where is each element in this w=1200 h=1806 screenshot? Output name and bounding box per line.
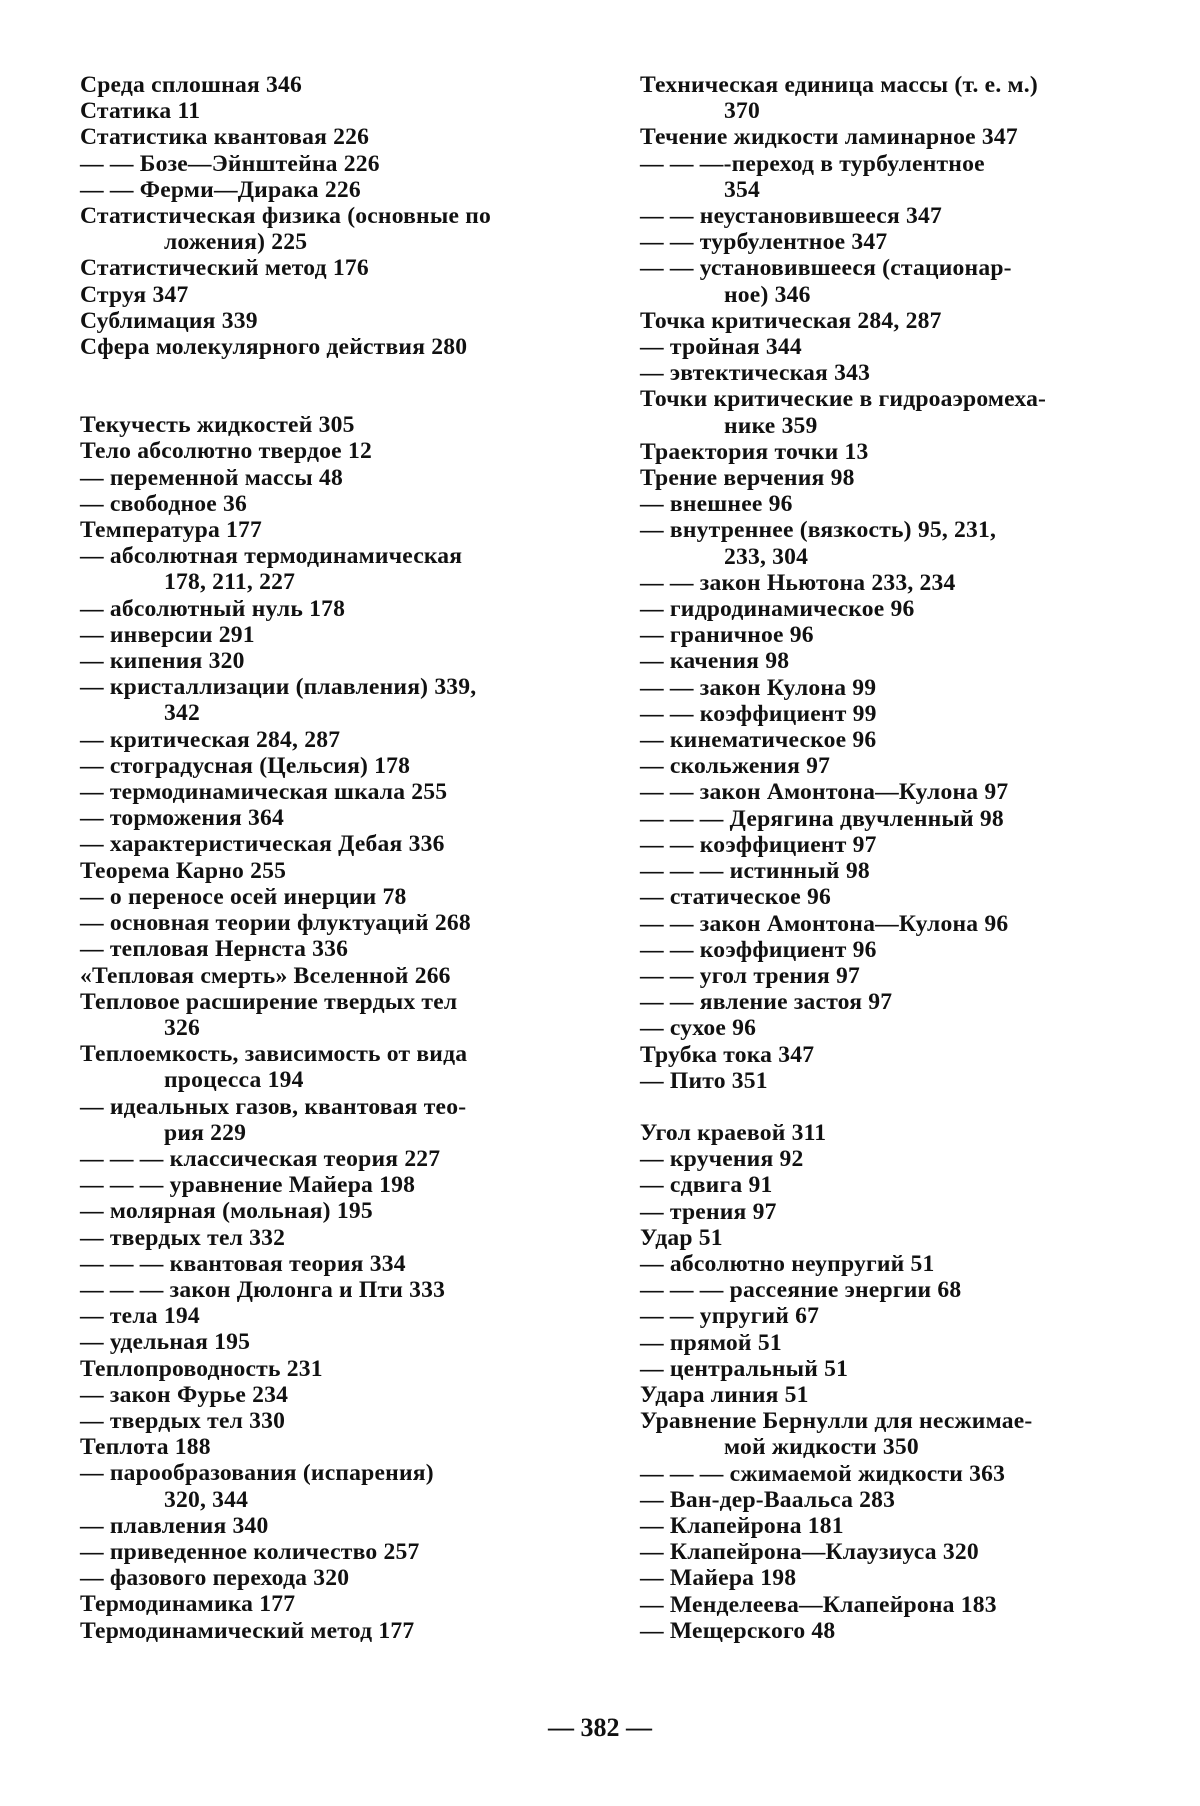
index-entry-text: — — — Дерягина двучленный 98: [640, 805, 1004, 832]
index-entry-text: — приведенное количество 257: [80, 1538, 420, 1565]
index-entry-text: Термодинамический метод 177: [80, 1617, 415, 1644]
index-entry-text: — — закон Ньютона 233, 234: [640, 569, 956, 596]
index-entry: [640, 884, 1118, 910]
index-entry-continuation: ное) 346: [724, 281, 811, 308]
index-entry: [640, 1382, 1118, 1408]
index-entry-text: — Мещерского 48: [640, 1617, 836, 1644]
index-entry-continuation: 320, 344: [164, 1486, 249, 1513]
index-entry: [80, 831, 580, 857]
index-entry: [80, 858, 580, 884]
index-entry: [80, 412, 580, 438]
index-entry: [640, 1277, 1118, 1303]
index-entry-text: — плавления 340: [80, 1512, 269, 1539]
index-entry-text: — твердых тел 330: [80, 1407, 286, 1434]
index-entry-text: — граничное 96: [640, 622, 814, 649]
index-entry: [640, 491, 1118, 517]
index-entry-continuation: мой жидкости 350: [724, 1434, 919, 1461]
index-entry-continuation: нике 359: [724, 412, 818, 439]
index-entry: [80, 1382, 580, 1408]
index-entry-text: — сдвига 91: [640, 1172, 773, 1199]
index-entry-text: — кручения 92: [640, 1146, 804, 1173]
index-entry-text: — термодинамическая шкала 255: [80, 779, 448, 806]
index-entry: [640, 229, 1118, 255]
index-entry: [640, 151, 1118, 203]
index-entry: [80, 491, 580, 517]
index-entry: [80, 1618, 580, 1644]
index-entry-text: — — — истинный 98: [640, 858, 870, 885]
index-entry-text: Точка критическая 284, 287: [640, 307, 942, 334]
index-entry-text: — — Бозе—Эйнштейна 226: [80, 150, 380, 177]
index-entry: [80, 1303, 580, 1329]
index-entry: [640, 1330, 1118, 1356]
index-entry: [640, 911, 1118, 937]
index-entry-text: — тепловая Нернста 336: [80, 936, 349, 963]
index-entry: [640, 255, 1118, 307]
index-entry-text: — абсолютная термодинамическая: [80, 543, 463, 570]
index-entry-text: — кристаллизации (плавления) 339,: [80, 674, 477, 701]
index-entry: [640, 1539, 1118, 1565]
index-entry-text: Статистика квантовая 226: [80, 124, 370, 151]
index-entry-text: — идеальных газов, квантовая тео-: [80, 1093, 467, 1120]
index-entry-text: — основная теории флуктуаций 268: [80, 910, 471, 937]
index-entry-text: Текучесть жидкостей 305: [80, 412, 355, 439]
index-entry-text: — тела 194: [80, 1303, 200, 1330]
index-entry: [80, 648, 580, 674]
index-entry: [80, 1329, 580, 1355]
index-entry-text: Удара линия 51: [640, 1381, 809, 1408]
index-entry: [80, 1408, 580, 1434]
index-entry-text: Уравнение Бернулли для несжимае-: [640, 1408, 1033, 1435]
index-entry-text: — — — классическая теория 227: [80, 1145, 441, 1172]
index-entry-continuation: 370: [724, 98, 760, 125]
index-entry: [640, 937, 1118, 963]
index-entry-text: — статическое 96: [640, 884, 831, 911]
index-entry: [640, 963, 1118, 989]
index-entry-continuation: 178, 211, 227: [164, 569, 296, 596]
index-entry: [80, 1251, 580, 1277]
index-entry: [80, 989, 580, 1041]
index-entry: [80, 1146, 580, 1172]
index-entry: [640, 1251, 1118, 1277]
index-entry: [640, 1303, 1118, 1329]
index-entry: [80, 1277, 580, 1303]
index-entry: [640, 701, 1118, 727]
index-entry: [80, 1225, 580, 1251]
index-entry: [640, 72, 1118, 124]
index-entry-text: — торможения 364: [80, 805, 285, 832]
index-entry: [640, 1042, 1118, 1068]
index-entry: [640, 203, 1118, 229]
index-entry: [80, 884, 580, 910]
index-entry: [640, 386, 1118, 438]
index-entry-text: Теплопроводность 231: [80, 1355, 323, 1382]
right-column: [640, 72, 1118, 1644]
index-entry-text: — прямой 51: [640, 1329, 782, 1356]
index-entry: [640, 989, 1118, 1015]
index-entry: [80, 779, 580, 805]
index-entry-text: Струя 347: [80, 281, 189, 308]
index-entry: [640, 622, 1118, 648]
index-entry-text: — внутреннее (вязкость) 95, 231,: [640, 517, 997, 544]
index-entry: [640, 1015, 1118, 1041]
index-entry-text: — о переносе осей инерции 78: [80, 883, 407, 910]
index-entry-text: — — —-переход в турбулентное: [640, 150, 985, 177]
index-entry: [80, 282, 580, 308]
index-entry-text: Теорема Карно 255: [80, 857, 287, 884]
index-entry: [640, 1172, 1118, 1198]
index-entry: [640, 1146, 1118, 1172]
index-entry-text: — кинематическое 96: [640, 727, 877, 754]
index-entry-text: — критическая 284, 287: [80, 726, 341, 753]
index-entry-continuation: процесса 194: [164, 1067, 304, 1094]
index-entry-text: — — закон Амонтона—Кулона 97: [640, 779, 1009, 806]
index-entry: [640, 675, 1118, 701]
index-entry-text: — — упругий 67: [640, 1303, 820, 1330]
index-entry-text: — — коэффициент 97: [640, 831, 877, 858]
index-entry-text: — абсолютно неупругий 51: [640, 1250, 935, 1277]
index-entry-text: — твердых тел 332: [80, 1224, 286, 1251]
index-entry-text: — тройная 344: [640, 334, 802, 361]
index-entry-text: «Тепловая смерть» Вселенной 266: [80, 962, 451, 989]
index-entry: [640, 1618, 1118, 1644]
index-entry: [80, 308, 580, 334]
index-entry-text: — — коэффициент 99: [640, 700, 877, 727]
index-entry-text: — — угол трения 97: [640, 962, 861, 989]
index-entry-text: Течение жидкости ламинарное 347: [640, 124, 1018, 151]
index-entry-text: — — — рассеяние энергии 68: [640, 1277, 962, 1304]
index-entry: [80, 1198, 580, 1224]
section-gap: [80, 360, 580, 412]
index-entry-text: — гидродинамическое 96: [640, 596, 915, 623]
index-entry-text: — скольжения 97: [640, 753, 831, 780]
index-entry: [80, 177, 580, 203]
index-entry-text: — — Ферми—Дирака 226: [80, 176, 361, 203]
index-entry: [640, 570, 1118, 596]
index-entry-text: — центральный 51: [640, 1355, 849, 1382]
index-entry-continuation: 354: [724, 176, 760, 203]
index-entry: [80, 1460, 580, 1512]
index-entry-text: Статистический метод 176: [80, 255, 369, 282]
page-number: — 382 —: [548, 1713, 652, 1742]
index-entry-text: — — — уравнение Майера 198: [80, 1172, 416, 1199]
index-entry: [640, 1356, 1118, 1382]
index-entry: [640, 1487, 1118, 1513]
index-entry-continuation: 342: [164, 700, 200, 727]
index-entry-text: Сублимация 339: [80, 307, 258, 334]
index-entry: [640, 1068, 1118, 1094]
index-entry-continuation: 326: [164, 1014, 200, 1041]
index-entry: [80, 1172, 580, 1198]
index-entry: [640, 465, 1118, 491]
index-entry-text: — — закон Кулона 99: [640, 674, 877, 701]
index-entry-text: — абсолютный нуль 178: [80, 595, 346, 622]
index-entry-text: Статика 11: [80, 98, 201, 125]
index-entry: [80, 98, 580, 124]
index-entry: [640, 334, 1118, 360]
index-entry: [640, 360, 1118, 386]
index-section-u: [640, 1120, 1118, 1644]
index-entry-text: Теплоемкость, зависимость от вида: [80, 1041, 468, 1068]
index-entry-text: — — коэффициент 96: [640, 936, 877, 963]
index-entry: [80, 438, 580, 464]
index-entry-text: Тело абсолютно твердое 12: [80, 438, 372, 465]
index-entry: [640, 858, 1118, 884]
index-entry: [640, 124, 1118, 150]
index-entry: [640, 648, 1118, 674]
index-entry: [80, 1094, 580, 1146]
index-section-s: [80, 72, 580, 360]
index-entry-text: — переменной массы 48: [80, 464, 343, 491]
index-entry-text: Трубка тока 347: [640, 1041, 815, 1068]
index-entry-text: — молярная (мольная) 195: [80, 1198, 373, 1225]
index-entry: [80, 124, 580, 150]
index-entry-text: Удар 51: [640, 1224, 723, 1251]
index-entry: [80, 727, 580, 753]
index-entry-text: — стоградусная (Цельсия) 178: [80, 752, 411, 779]
index-entry: [80, 1539, 580, 1565]
index-section-t-continued: [640, 72, 1118, 1094]
index-entry: [640, 439, 1118, 465]
index-entry-text: Температура 177: [80, 517, 263, 544]
index-entry: [80, 465, 580, 491]
index-entry: [80, 910, 580, 936]
section-gap: [640, 1094, 1118, 1120]
index-entry-text: — Клапейрона—Клаузиуса 320: [640, 1539, 979, 1566]
index-entry: [640, 1513, 1118, 1539]
index-entry: [80, 622, 580, 648]
index-entry-text: — — — сжимаемой жидкости 363: [640, 1460, 1006, 1487]
index-entry: [640, 1199, 1118, 1225]
index-entry-text: Среда сплошная 346: [80, 72, 303, 98]
index-entry-text: — трения 97: [640, 1198, 777, 1225]
index-entry-text: — — установившееся (стационар-: [640, 255, 1012, 282]
index-entry-text: — сухое 96: [640, 1015, 757, 1042]
index-entry-text: — фазового перехода 320: [80, 1565, 350, 1592]
index-entry: [80, 1591, 580, 1617]
index-entry-text: Сфера молекулярного действия 280: [80, 334, 468, 361]
index-entry-text: — — — закон Дюлонга и Пти 333: [80, 1276, 446, 1303]
index-section-t: [80, 412, 580, 1644]
index-entry-text: Статистическая физика (основные по: [80, 203, 492, 230]
index-entry-text: — — — квантовая теория 334: [80, 1250, 406, 1277]
index-entry: [640, 779, 1118, 805]
index-entry-text: — свободное 36: [80, 490, 248, 517]
index-entry: [640, 1592, 1118, 1618]
index-entry-continuation: рия 229: [164, 1119, 247, 1146]
index-entry: [80, 203, 580, 255]
index-entry-text: Угол краевой 311: [640, 1119, 827, 1146]
index-entry-text: — удельная 195: [80, 1329, 251, 1356]
index-entry-text: Точки критические в гидроаэромеха-: [640, 386, 1047, 413]
index-entry-continuation: ложения) 225: [164, 229, 308, 256]
index-entry: [80, 151, 580, 177]
index-entry: [640, 832, 1118, 858]
index-entry: [80, 1565, 580, 1591]
index-entry-text: — — явление застоя 97: [640, 989, 893, 1016]
index-entry: [80, 805, 580, 831]
index-entry: [640, 1225, 1118, 1251]
index-entry: [80, 674, 580, 726]
index-entry-text: — закон Фурье 234: [80, 1381, 289, 1408]
index-entry-text: Термодинамика 177: [80, 1591, 296, 1618]
index-entry-text: — Пито 351: [640, 1067, 768, 1094]
index-entry-text: — Менделеева—Клапейрона 183: [640, 1591, 997, 1618]
index-entry: [80, 334, 580, 360]
index-entry-text: — — закон Амонтона—Кулона 96: [640, 910, 1009, 937]
index-entry-text: — — неустановившееся 347: [640, 203, 943, 230]
index-entry: [80, 596, 580, 622]
index-entry-text: — парообразования (испарения): [80, 1460, 434, 1487]
index-entry: [80, 1041, 580, 1093]
index-entry: [640, 1408, 1118, 1460]
index-entry: [80, 72, 580, 98]
index-entry-text: — Ван-дер-Ваальса 283: [640, 1486, 896, 1513]
index-entry-text: — Клапейрона 181: [640, 1512, 844, 1539]
index-entry: [640, 1565, 1118, 1591]
left-column: [80, 72, 580, 1644]
index-entry: [80, 936, 580, 962]
index-entry: [640, 1461, 1118, 1487]
index-entry: [80, 753, 580, 779]
index-entry-text: Трение верчения 98: [640, 465, 855, 492]
index-entry: [80, 1513, 580, 1539]
index-entry: [640, 1120, 1118, 1146]
index-entry: [80, 543, 580, 595]
index-entry-text: Техническая единица массы (т. е. м.): [640, 72, 1038, 98]
index-entry: [640, 806, 1118, 832]
index-entry: [80, 255, 580, 281]
index-entry: [80, 517, 580, 543]
index-entry-text: — инверсии 291: [80, 621, 255, 648]
index-entry: [640, 517, 1118, 569]
index-entry-text: — внешнее 96: [640, 491, 793, 518]
index-entry: [80, 1356, 580, 1382]
index-entry: [640, 596, 1118, 622]
index-entry-text: — характеристическая Дебая 336: [80, 831, 445, 858]
index-entry-text: Теплота 188: [80, 1434, 211, 1461]
index-entry: [80, 963, 580, 989]
index-entry-text: Траектория точки 13: [640, 438, 869, 465]
index-entry-text: Тепловое расширение твердых тел: [80, 988, 458, 1015]
index-entry-text: — эвтектическая 343: [640, 360, 871, 387]
index-entry-text: — кипения 320: [80, 648, 245, 675]
index-entry-text: — Майера 198: [640, 1565, 797, 1592]
index-entry-text: — качения 98: [640, 648, 790, 675]
index-entry: [640, 753, 1118, 779]
index-entry: [640, 308, 1118, 334]
index-entry: [640, 727, 1118, 753]
index-entry: [80, 1434, 580, 1460]
index-entry-continuation: 233, 304: [724, 543, 809, 570]
index-entry-text: — — турбулентное 347: [640, 229, 888, 256]
